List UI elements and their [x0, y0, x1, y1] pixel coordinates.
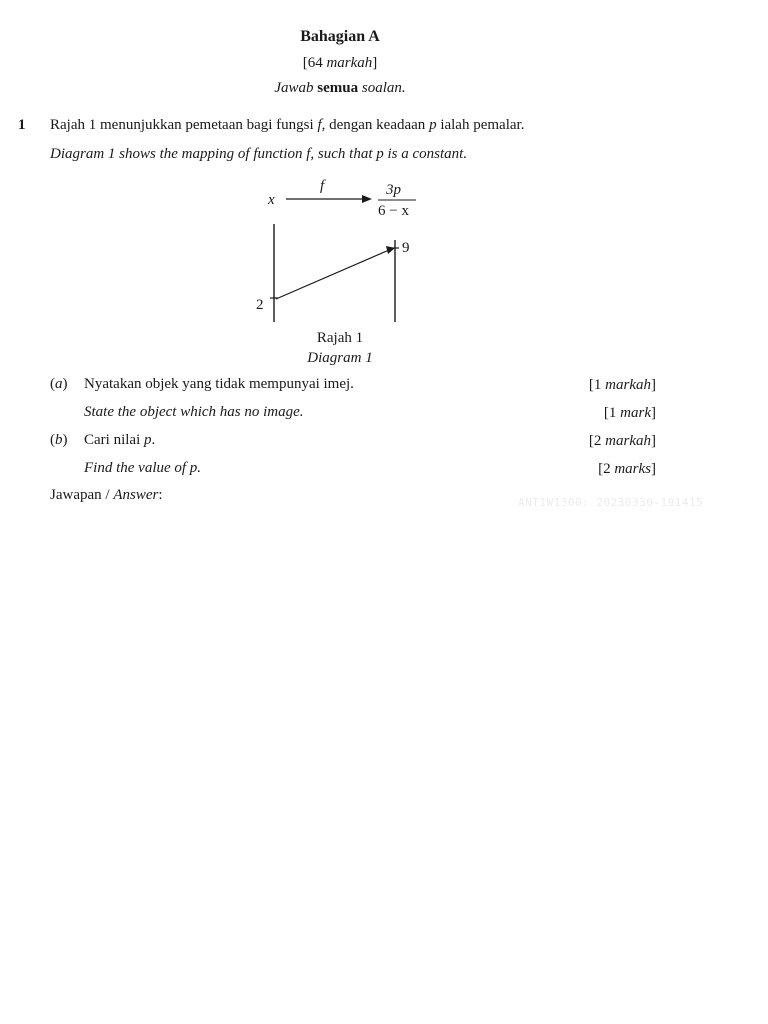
part-b-text-ms-post: . [151, 432, 156, 448]
image-value: 9 [402, 240, 410, 256]
part-a-marks-ms-open: [1 [588, 377, 606, 393]
instruction-bold: semua [317, 80, 359, 96]
part-a-label-open: ( [50, 376, 55, 392]
instruction-pre: Jawab [274, 80, 318, 96]
instruction-post: soalan. [358, 80, 406, 96]
question-number: 1 [18, 117, 26, 133]
part-a-marks-en-close: ] [651, 405, 656, 421]
section-title [0, 28, 680, 46]
fraction-numerator: 3p [386, 182, 401, 198]
part-a-label [50, 376, 68, 393]
fraction-denominator: 6 − x [378, 203, 409, 219]
part-b-marks-en-open: [2 [598, 461, 615, 477]
answer-label-colon: : [158, 487, 163, 503]
scan-watermark: ANT1W1300: 20230330-191415 [518, 496, 704, 509]
part-a-marks-ms [589, 377, 656, 394]
part-a-text-ms: Nyatakan objek yang tidak mempunyai imej. [84, 376, 354, 392]
section-marks-open: [64 [302, 55, 327, 71]
part-b-marks-ms [589, 433, 656, 450]
part-b-label [50, 432, 68, 449]
question-text-ms-mid: , dengan keadaan [321, 117, 430, 133]
mapping-arrow-line [276, 250, 389, 299]
domain-variable: x [268, 192, 275, 208]
part-a-marks-en [604, 405, 656, 422]
part-b-label-close: ) [62, 432, 68, 448]
diagram-caption-en: Diagram 1 [307, 350, 373, 366]
part-b-text-en: Find the value of p. [84, 460, 202, 476]
part-b-text-ms-pre: Cari nilai [84, 432, 144, 448]
part-a-marks-en-word: mark [620, 405, 651, 421]
function-name-label: f [320, 178, 325, 194]
question-text-en: Diagram 1 shows the mapping of function f, such that p is a constant. [50, 146, 468, 162]
section-title-text: Bahagian A [300, 28, 380, 45]
question-text-ms [50, 117, 524, 134]
question-text-ms-pre: Rajah 1 menunjukkan pemetaan bagi fungsi [50, 117, 318, 133]
part-a-marks-ms-close: ] [651, 377, 656, 393]
section-marks-close: ] [372, 55, 378, 71]
section-instruction [0, 80, 680, 97]
answer-label-en: Answer [113, 487, 159, 503]
part-a-text-en: State the object which has no image. [84, 404, 304, 420]
part-b-marks-en [598, 461, 656, 478]
part-b-marks-en-word: marks [614, 461, 651, 477]
part-b-text-ms [84, 432, 155, 449]
part-b-text-ms-var: p [144, 432, 152, 448]
part-a-label-letter: a [55, 376, 63, 392]
part-a-marks-ms-word: markah [605, 377, 651, 393]
section-marks-word: markah [326, 55, 373, 71]
answer-label [50, 487, 162, 504]
question-text-ms-p: p [429, 117, 437, 133]
object-value: 2 [256, 297, 264, 313]
section-marks [0, 55, 680, 72]
question-text-ms-f: f [317, 117, 322, 133]
part-b-marks-ms-close: ] [651, 433, 656, 449]
part-b-marks-en-close: ] [651, 461, 656, 477]
part-b-marks-ms-open: [2 [588, 433, 606, 449]
arrow-head-icon [362, 195, 372, 203]
answer-label-ms: Jawapan / [50, 487, 114, 503]
part-b-label-open: ( [50, 432, 55, 448]
part-b-marks-ms-word: markah [605, 433, 651, 449]
part-a-label-close: ) [62, 376, 68, 392]
question-text-ms-post: ialah pemalar. [436, 117, 525, 133]
part-a-marks-en-open: [1 [603, 405, 621, 421]
diagram-caption-ms: Rajah 1 [316, 330, 364, 346]
part-b-label-letter: b [55, 432, 63, 448]
mapping-arrow-head-icon [386, 246, 395, 254]
